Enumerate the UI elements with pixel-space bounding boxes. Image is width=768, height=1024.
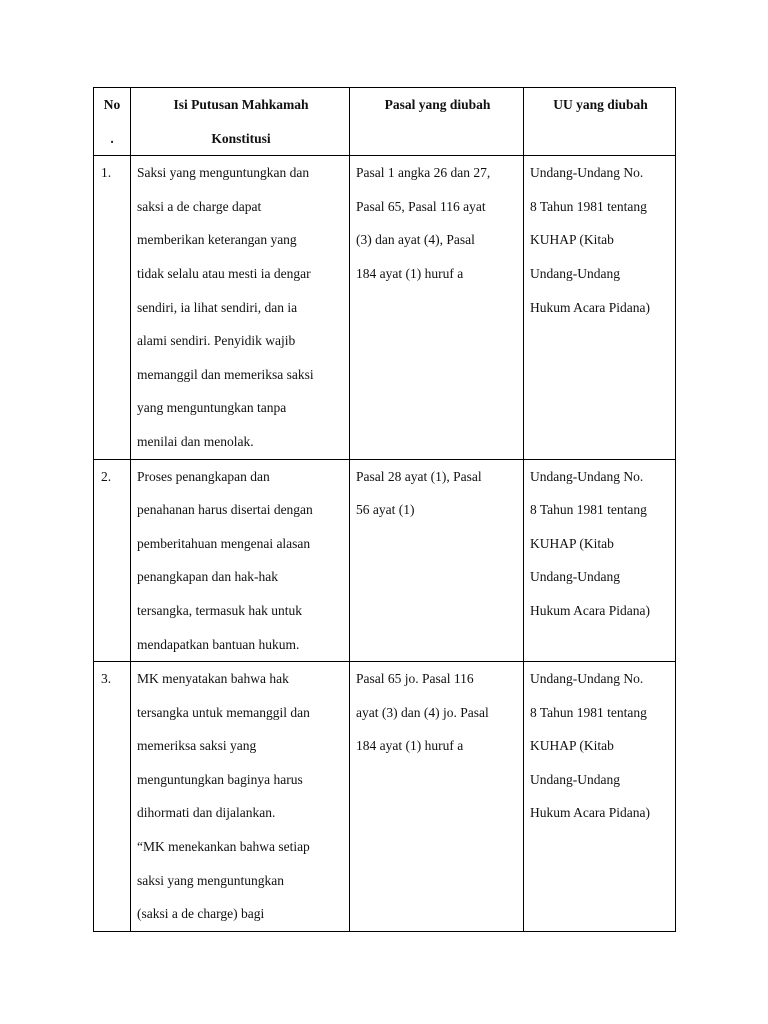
- table-row: [94, 662, 676, 932]
- isi-line: penangkapan dan hak-hak: [137, 569, 278, 585]
- header-isi-line: Konstitusi: [211, 130, 271, 146]
- pasal-line: 184 ayat (1) huruf a: [356, 265, 464, 281]
- table-header: [94, 88, 676, 156]
- uu-cell: [524, 459, 676, 662]
- uu-line: 8 Tahun 1981 tentang: [530, 502, 647, 518]
- pasal-line: Pasal 28 ayat (1), Pasal: [356, 468, 482, 484]
- uu-cell: [524, 662, 676, 932]
- uu-cell: [524, 156, 676, 459]
- isi-line: memberikan keterangan yang: [137, 232, 297, 248]
- isi-line: dihormati dan dijalankan.: [137, 805, 276, 821]
- uu-line: 8 Tahun 1981 tentang: [530, 704, 647, 720]
- row-number: 1.: [101, 165, 112, 181]
- isi-line: saksi yang menguntungkan: [137, 872, 284, 888]
- isi-line: Saksi yang menguntungkan dan: [137, 165, 310, 181]
- pasal-cell: [350, 156, 524, 459]
- table-row: [94, 459, 676, 662]
- uu-line: Undang-Undang No.: [530, 165, 644, 181]
- table-row: [94, 156, 676, 459]
- header-pasal-line: Pasal yang diubah: [384, 97, 491, 112]
- isi-line: mendapatkan bantuan hukum.: [137, 636, 300, 652]
- isi-line: yang menguntungkan tanpa: [137, 400, 287, 416]
- header-pasal: [350, 88, 524, 156]
- isi-line: “MK menekankan bahwa setiap: [137, 839, 310, 855]
- isi-line: (saksi a de charge) bagi: [137, 906, 265, 922]
- uu-line: 8 Tahun 1981 tentang: [530, 198, 647, 214]
- isi-cell: [131, 459, 350, 662]
- uu-line: Hukum Acara Pidana): [530, 805, 650, 821]
- row-number-cell: [94, 662, 131, 932]
- uu-line: Undang-Undang: [530, 771, 620, 787]
- row-number-cell: [94, 459, 131, 662]
- isi-line: memanggil dan memeriksa saksi: [137, 366, 314, 382]
- header-uu: [524, 88, 676, 156]
- uu-line: Undang-Undang: [530, 569, 620, 585]
- pasal-line: Pasal 65 jo. Pasal 116: [356, 671, 474, 687]
- isi-line: menilai dan menolak.: [137, 433, 254, 449]
- uu-line: KUHAP (Kitab: [530, 535, 614, 551]
- isi-line: saksi a de charge dapat: [137, 198, 262, 214]
- pasal-cell: [350, 459, 524, 662]
- isi-line: alami sendiri. Penyidik wajib: [137, 333, 296, 349]
- uu-line: Hukum Acara Pidana): [530, 299, 650, 315]
- pasal-line: ayat (3) dan (4) jo. Pasal: [356, 704, 489, 720]
- pasal-line: Pasal 65, Pasal 116 ayat: [356, 198, 486, 214]
- isi-cell: [131, 156, 350, 459]
- pasal-line: Pasal 1 angka 26 dan 27,: [356, 165, 491, 181]
- pasal-cell: [350, 662, 524, 932]
- header-uu-line: UU yang diubah: [553, 97, 648, 112]
- isi-line: Proses penangkapan dan: [137, 468, 270, 484]
- uu-line: Hukum Acara Pidana): [530, 602, 650, 618]
- isi-line: sendiri, ia lihat sendiri, dan ia: [137, 299, 298, 315]
- row-number: 2.: [101, 468, 112, 484]
- isi-line: tersangka, termasuk hak untuk: [137, 602, 302, 618]
- isi-line: MK menyatakan bahwa hak: [137, 671, 289, 687]
- pasal-line: 184 ayat (1) huruf a: [356, 738, 464, 754]
- header-no-line: .: [110, 130, 114, 146]
- row-number-cell: [94, 156, 131, 459]
- uu-line: KUHAP (Kitab: [530, 232, 614, 248]
- isi-line: tersangka untuk memanggil dan: [137, 704, 310, 720]
- table-header-row: [94, 88, 676, 156]
- uu-line: Undang-Undang: [530, 265, 620, 281]
- pasal-line: (3) dan ayat (4), Pasal: [356, 232, 475, 248]
- isi-line: tidak selalu atau mesti ia dengar: [137, 265, 311, 281]
- row-number: 3.: [101, 671, 112, 687]
- header-isi-line: Isi Putusan Mahkamah: [173, 97, 309, 112]
- header-no: [94, 88, 131, 156]
- header-isi-putusan: [131, 88, 350, 156]
- ruling-table: [93, 87, 676, 932]
- header-no-line: No: [103, 97, 121, 112]
- uu-line: Undang-Undang No.: [530, 468, 644, 484]
- isi-line: menguntungkan baginya harus: [137, 771, 303, 787]
- pasal-line: 56 ayat (1): [356, 502, 415, 518]
- isi-line: memeriksa saksi yang: [137, 738, 257, 754]
- uu-line: KUHAP (Kitab: [530, 738, 614, 754]
- uu-line: Undang-Undang No.: [530, 671, 644, 687]
- isi-line: pemberitahuan mengenai alasan: [137, 535, 311, 551]
- isi-cell: [131, 662, 350, 932]
- isi-line: penahanan harus disertai dengan: [137, 502, 313, 518]
